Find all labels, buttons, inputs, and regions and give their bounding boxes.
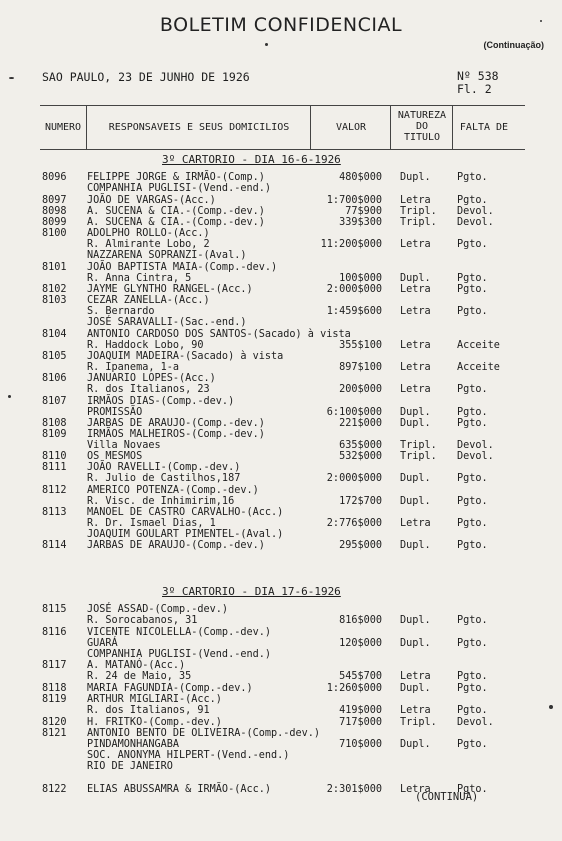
row-responsible: R. Haddock Lobo, 90 <box>87 340 204 351</box>
row-falta: Pgto. <box>457 473 488 484</box>
row-value: 221$000 <box>339 418 382 429</box>
continua-label: (CONTINUA) <box>415 791 479 803</box>
row-value: 172$700 <box>339 496 382 507</box>
row-value: 355$100 <box>339 340 382 351</box>
row-number: 8101 <box>42 262 67 273</box>
column-divider <box>310 106 311 149</box>
row-falta: Pgto. <box>457 540 488 551</box>
row-value: 635$000 <box>339 440 382 451</box>
row-falta: Acceite <box>457 362 500 373</box>
row-value: 6:100$000 <box>326 407 382 418</box>
row-falta: Pgto. <box>457 671 488 682</box>
row-responsible: CEZAR ZANELLA-(Acc.) <box>87 295 210 306</box>
row-title-type: Dupl. <box>400 407 431 418</box>
row-falta: Pgto. <box>457 638 488 649</box>
row-responsible: MARIA FAGUNDIA-(Comp.-dev.) <box>87 683 253 694</box>
row-responsible: R. dos Italianos, 91 <box>87 705 210 716</box>
row-responsible: VICENTE NICOLELLA-(Comp.-dev.) <box>87 627 272 638</box>
continuation-label: (Continuação) <box>483 40 544 50</box>
column-divider <box>390 106 391 149</box>
row-responsible: NAZZARENA SOPRANZI-(Aval.) <box>87 250 247 261</box>
row-title-type: Letra <box>400 384 431 395</box>
row-responsible: JARBAS DE ARAUJO-(Comp.-dev.) <box>87 540 265 551</box>
row-title-type: Dupl. <box>400 540 431 551</box>
row-number: 8122 <box>42 784 67 795</box>
row-responsible: R. 24 de Maio, 35 <box>87 671 192 682</box>
row-responsible: PROMISSÃO <box>87 407 143 418</box>
row-responsible: S. Bernardo <box>87 306 155 317</box>
row-value: 532$000 <box>339 451 382 462</box>
row-falta: Pgto. <box>457 705 488 716</box>
row-value: 897$100 <box>339 362 382 373</box>
row-value: 419$000 <box>339 705 382 716</box>
row-falta: Pgto. <box>457 172 488 183</box>
row-responsible: OS MESMOS <box>87 451 143 462</box>
row-number: 8119 <box>42 694 67 705</box>
row-title-type: Dupl. <box>400 172 431 183</box>
row-number: 8107 <box>42 396 67 407</box>
row-title-type: Letra <box>400 705 431 716</box>
row-title-type: Letra <box>400 284 431 295</box>
row-responsible: ARTHUR MIGLIARI-(Acc.) <box>87 694 222 705</box>
row-value: 1:459$600 <box>326 306 382 317</box>
column-divider <box>452 106 453 149</box>
row-responsible: JOÃO DE VARGAS-(Acc.) <box>87 195 216 206</box>
ink-speck <box>265 43 268 46</box>
row-falta: Pgto. <box>457 496 488 507</box>
row-title-type: Letra <box>400 195 431 206</box>
row-number: 8120 <box>42 717 67 728</box>
row-responsible: RIO DE JANEIRO <box>87 761 173 772</box>
row-responsible: JAYME GLYNTHO RANGEL-(Acc.) <box>87 284 253 295</box>
row-value: 1:700$000 <box>326 195 382 206</box>
row-title-type: Dupl. <box>400 739 431 750</box>
row-title-type: Dupl. <box>400 638 431 649</box>
row-falta: Pgto. <box>457 384 488 395</box>
row-falta: Devol. <box>457 717 494 728</box>
row-number: 8106 <box>42 373 67 384</box>
row-number: 8105 <box>42 351 67 362</box>
row-title-type: Tripl. <box>400 206 437 217</box>
row-responsible: R. Dr. Ismael Dias, 1 <box>87 518 216 529</box>
ink-speck <box>540 20 542 22</box>
row-responsible: PINDAMONHANGABA <box>87 739 180 750</box>
row-value: 2:000$000 <box>326 473 382 484</box>
row-number: 8098 <box>42 206 67 217</box>
row-falta: Pgto. <box>457 739 488 750</box>
row-value: 2:301$000 <box>326 784 382 795</box>
document-title: BOLETIM CONFIDENCIAL <box>159 14 403 36</box>
row-responsible: JOAQUIM MADEIRA-(Sacado) à vista <box>87 351 284 362</box>
row-title-type: Letra <box>400 306 431 317</box>
row-value: 11:200$000 <box>320 239 382 250</box>
row-responsible: R. Sorocabanos, 31 <box>87 615 198 626</box>
row-title-type: Dupl. <box>400 473 431 484</box>
row-falta: Devol. <box>457 206 494 217</box>
row-responsible: R. Ipanema, 1-a <box>87 362 180 373</box>
row-responsible: COMPANHIA PUGLISI-(Vend.-end.) <box>87 649 272 660</box>
row-value: 200$000 <box>339 384 382 395</box>
section-heading: 3º CARTORIO - DIA 16-6-1926 <box>162 153 341 166</box>
bulletin-number-block <box>457 70 499 96</box>
row-falta: Pgto. <box>457 306 488 317</box>
row-responsible: H. FRITKO-(Comp.-dev.) <box>87 717 222 728</box>
row-number: 8113 <box>42 507 67 518</box>
header-natureza-line: TITULO <box>403 132 441 143</box>
row-falta: Pgto. <box>457 683 488 694</box>
ink-speck <box>8 395 11 398</box>
ink-speck <box>549 705 553 709</box>
header-numero: NUMERO <box>44 122 82 133</box>
row-value: 100$000 <box>339 273 382 284</box>
row-number: 8115 <box>42 604 67 615</box>
row-falta: Pgto. <box>457 239 488 250</box>
row-falta: Pgto. <box>457 784 488 795</box>
row-falta: Pgto. <box>457 273 488 284</box>
row-value: 295$000 <box>339 540 382 551</box>
row-title-type: Dupl. <box>400 418 431 429</box>
header-natureza <box>392 110 452 143</box>
row-falta: Pgto. <box>457 407 488 418</box>
row-title-type: Letra <box>400 239 431 250</box>
row-falta: Devol. <box>457 451 494 462</box>
row-responsible: JOSÉ SARAVALLI-(Sac.-end.) <box>87 317 247 328</box>
row-number: 8117 <box>42 660 67 671</box>
row-responsible: GUARÁ <box>87 638 118 649</box>
row-value: 545$700 <box>339 671 382 682</box>
row-title-type: Tripl. <box>400 440 437 451</box>
row-title-type: Tripl. <box>400 717 437 728</box>
row-responsible: JOÃO RAVELLI-(Comp.-dev.) <box>87 462 241 473</box>
row-number: 8102 <box>42 284 67 295</box>
row-title-type: Letra <box>400 518 431 529</box>
row-number: 8110 <box>42 451 67 462</box>
row-value: 2:000$000 <box>326 284 382 295</box>
row-responsible: IRMÃOS DIAS-(Comp.-dev.) <box>87 396 235 407</box>
row-title-type: Letra <box>400 671 431 682</box>
row-number: 8111 <box>42 462 67 473</box>
row-responsible: MANOEL DE CASTRO CARVALHO-(Acc.) <box>87 507 284 518</box>
row-title-type: Dupl. <box>400 496 431 507</box>
row-responsible: Villa Novaes <box>87 440 161 451</box>
ink-speck <box>9 77 14 79</box>
row-title-type: Dupl. <box>400 273 431 284</box>
section-heading: 3º CARTORIO - DIA 17-6-1926 <box>162 585 341 598</box>
row-responsible: COMPANHIA PUGLISI-(Vend.-end.) <box>87 183 272 194</box>
row-responsible: R. Julio de Castilhos,187 <box>87 473 241 484</box>
row-number: 8099 <box>42 217 67 228</box>
row-falta: Devol. <box>457 217 494 228</box>
row-title-type: Letra <box>400 340 431 351</box>
row-value: 339$300 <box>339 217 382 228</box>
row-value: 717$000 <box>339 717 382 728</box>
row-number: 8108 <box>42 418 67 429</box>
row-value: 816$000 <box>339 615 382 626</box>
row-value: 77$900 <box>345 206 382 217</box>
city-date: SAO PAULO, 23 DE JUNHO DE 1926 <box>42 70 250 84</box>
row-number: 8100 <box>42 228 67 239</box>
row-title-type: Letra <box>400 362 431 373</box>
header-responsaveis: RESPONSAVEIS E SEUS DOMICILIOS <box>108 122 290 133</box>
row-falta: Devol. <box>457 440 494 451</box>
row-falta: Pgto. <box>457 284 488 295</box>
row-responsible: A. SUCENA & CIA.-(Comp.-dev.) <box>87 217 265 228</box>
header-natureza-line: DO <box>415 121 429 132</box>
row-value: 120$000 <box>339 638 382 649</box>
row-value: 2:776$000 <box>326 518 382 529</box>
row-responsible: JOÃO BAPTISTA MAIA-(Comp.-dev.) <box>87 262 278 273</box>
row-number: 8121 <box>42 728 67 739</box>
row-responsible: ANTONIO CARDOSO DOS SANTOS-(Sacado) à vista <box>87 329 351 340</box>
row-responsible: ADOLPHO ROLLO-(Acc.) <box>87 228 210 239</box>
row-responsible: R. Almirante Lobo, 2 <box>87 239 210 250</box>
row-value: 1:260$000 <box>326 683 382 694</box>
row-responsible: ANTONIO BENTO DE OLIVEIRA-(Comp.-dev.) <box>87 728 321 739</box>
row-value: 710$000 <box>339 739 382 750</box>
row-number: 8104 <box>42 329 67 340</box>
row-falta: Pgto. <box>457 518 488 529</box>
sheet-number: Fl. 2 <box>457 82 492 96</box>
header-valor: VALOR <box>335 122 367 133</box>
row-number: 8118 <box>42 683 67 694</box>
row-title-type: Dupl. <box>400 615 431 626</box>
column-divider <box>86 106 87 149</box>
table-header <box>40 105 525 150</box>
row-title-type: Tripl. <box>400 217 437 228</box>
row-falta: Pgto. <box>457 195 488 206</box>
row-responsible: FELIPPE JORGE & IRMÃO-(Comp.) <box>87 172 265 183</box>
row-number: 8112 <box>42 485 67 496</box>
row-value: 480$000 <box>339 172 382 183</box>
row-title-type: Tripl. <box>400 451 437 462</box>
row-responsible: R. dos Italianos, 23 <box>87 384 210 395</box>
row-falta: Pgto. <box>457 615 488 626</box>
row-number: 8096 <box>42 172 67 183</box>
row-falta: Pgto. <box>457 418 488 429</box>
row-responsible: JOAQUIM GOULART PIMENTEL-(Aval.) <box>87 529 284 540</box>
row-number: 8116 <box>42 627 67 638</box>
row-number: 8109 <box>42 429 67 440</box>
row-responsible: A. SUCENA & CIA.-(Comp.-dev.) <box>87 206 265 217</box>
row-responsible: R. Anna Cintra, 5 <box>87 273 192 284</box>
row-responsible: IRMÃOS MALHEIROS-(Comp.-dev.) <box>87 429 265 440</box>
bulletin-number: Nº 538 <box>457 69 499 83</box>
row-number: 8103 <box>42 295 67 306</box>
row-responsible: AMERICO POTENZA-(Comp.-dev.) <box>87 485 259 496</box>
row-title-type: Dupl. <box>400 683 431 694</box>
row-responsible: SOC. ANONYMA HILPERT-(Vend.-end.) <box>87 750 290 761</box>
row-responsible: R. Visc. de Inhimirim,16 <box>87 496 235 507</box>
row-number: 8097 <box>42 195 67 206</box>
row-responsible: JANUARIO LOPES-(Acc.) <box>87 373 216 384</box>
row-responsible: ELIAS ABUSSAMRA & IRMÃO-(Acc.) <box>87 784 272 795</box>
row-falta: Acceite <box>457 340 500 351</box>
header-natureza-line: NATUREZA <box>397 110 447 121</box>
row-responsible: A. MATANÓ-(Acc.) <box>87 660 186 671</box>
row-number: 8114 <box>42 540 67 551</box>
header-falta: FALTA DE <box>459 122 509 133</box>
row-responsible: JARBAS DE ARAUJO-(Comp.-dev.) <box>87 418 265 429</box>
row-responsible: JOSÉ ASSAD-(Comp.-dev.) <box>87 604 229 615</box>
row-title-type: Letra <box>400 784 431 795</box>
